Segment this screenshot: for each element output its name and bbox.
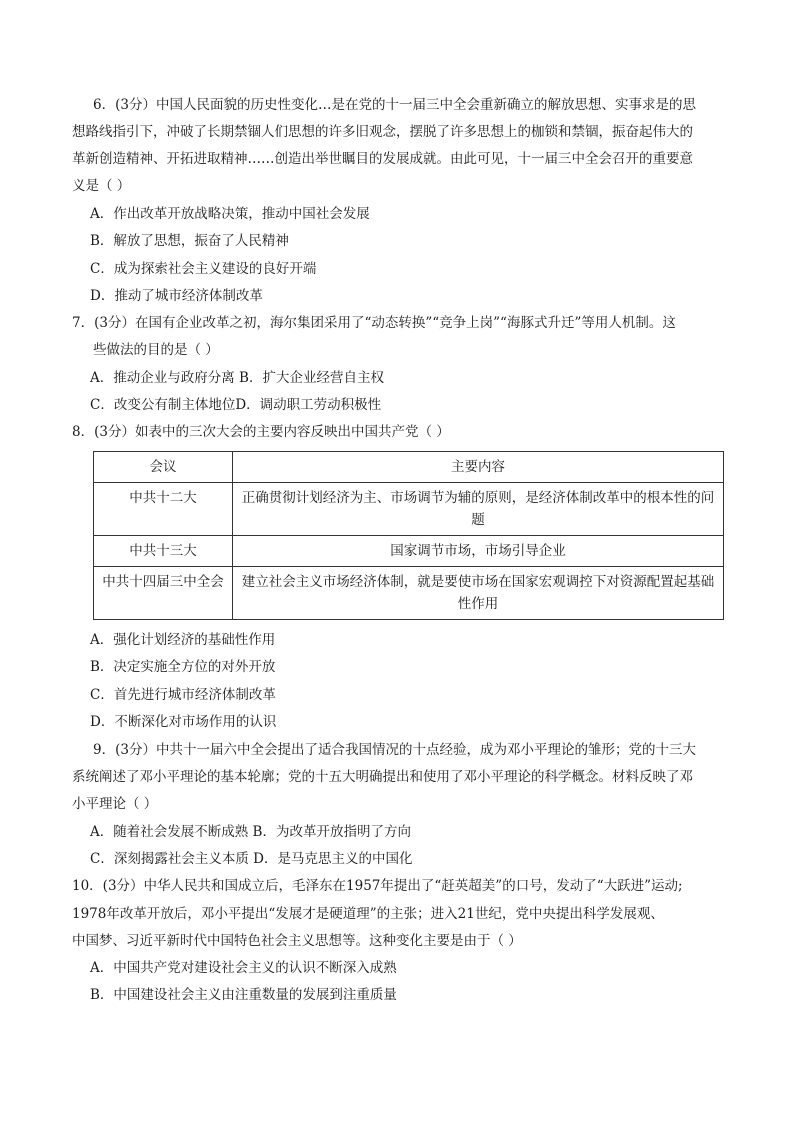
q8-option-a: A．强化计划经济的基础性作用 (90, 632, 276, 648)
table-header-row (94, 452, 724, 483)
q10-line-2: 1978年改革开放后，邓小平提出“发展才是硬道理”的主张；进入21世纪，党中央提出科学发展观、 (72, 906, 664, 922)
q9-line-3: 小平理论（ ） (72, 796, 158, 812)
q9-option-ab: A．随着社会发展不断成熟 B．为改革开放指明了方向 (90, 824, 411, 840)
table-cell-meeting: 中共十三大 (94, 536, 233, 567)
q6-line-3: 革新创造精神、开拓进取精神……创造出举世瞩目的发展成就。由此可见，十一届三中全会召开的重要意 (72, 151, 693, 167)
q9-line-2: 系统阐述了邓小平理论的基本轮廓；党的十五大明确提出和使用了邓小平理论的科学概念。材料反映了邓 (72, 769, 693, 785)
q6-option-a: A．作出改革开放战略决策，推动中国社会发展 (90, 206, 370, 222)
q6-line-1: 6．(3分）中国人民面貌的历史性变化…是在党的十一届三中全会重新确立的解放思想、实事求是的思 (93, 97, 696, 113)
q8-option-c: C．首先进行城市经济体制改革 (90, 687, 276, 703)
q6-option-b: B．解放了思想，振奋了人民精神 (90, 233, 289, 249)
q10-option-a: A．中国共产党对建设社会主义的认识不断深入成熟 (90, 960, 397, 976)
table-cell-content: 建立社会主义市场经济体制，就是要使市场在国家宏观调控下对资源配置起基础性作用 (233, 567, 724, 620)
q6-line-2: 想路线指引下，冲破了长期禁锢人们思想的许多旧观念，摆脱了许多思想上的枷锁和禁锢，振奋起伟大的 (72, 124, 693, 140)
q8-table (93, 451, 724, 620)
q8-stem: 8．(3分）如表中的三次大会的主要内容反映出中国共产党（ ） (72, 424, 450, 440)
q6-option-c: C．成为探索社会主义建设的良好开端 (90, 261, 317, 277)
table-cell-meeting: 中共十四届三中全会 (94, 567, 233, 620)
q10-line-3: 中国梦、习近平新时代中国特色社会主义思想等。这种变化主要是由于（ ） (72, 933, 522, 949)
q9-line-1: 9．(3分）中共十一届六中全会提出了适合我国情况的十点经验，成为邓小平理论的雏形；党的十三大 (93, 742, 696, 758)
q10-option-b: B．中国建设社会主义由注重数量的发展到注重质量 (90, 987, 397, 1003)
q8-option-b: B．决定实施全方位的对外开放 (90, 659, 276, 675)
q10-line-1: 10．(3分）中华人民共和国成立后，毛泽东在1957年提出了“赶英超美”的口号，发动了“大跃进”运动; (72, 878, 683, 894)
table-cell-meeting: 中共十二大 (94, 483, 233, 536)
q7-line-1: 7．(3分）在国有企业改革之初，海尔集团采用了“动态转换”“竞争上岗”“海豚式升迁”等用人机制。这 (72, 315, 676, 331)
table-row (94, 536, 724, 567)
q9-option-cd: C．深刻揭露社会主义本质 D．是马克思主义的中国化 (90, 851, 413, 867)
table-cell-content: 国家调节市场，市场引导企业 (233, 536, 724, 567)
q6-line-4: 义是（ ） (72, 178, 131, 194)
q7-option-cd: C．改变公有制主体地位D．调动职工劳动积极性 (90, 397, 382, 413)
table-row (94, 483, 724, 536)
q8-option-d: D．不断深化对市场作用的认识 (90, 714, 277, 730)
table-row (94, 567, 724, 620)
table-header-cell: 主要内容 (233, 452, 724, 483)
q7-option-ab: A．推动企业与政府分离 B．扩大企业经营自主权 (90, 370, 384, 386)
q7-line-2: 些做法的目的是（ ） (93, 342, 219, 358)
table-header-cell: 会议 (94, 452, 233, 483)
q6-option-d: D．推动了城市经济体制改革 (90, 288, 263, 304)
table-cell-content: 正确贯彻计划经济为主、市场调节为辅的原则，是经济体制改革中的根本性的问题 (233, 483, 724, 536)
